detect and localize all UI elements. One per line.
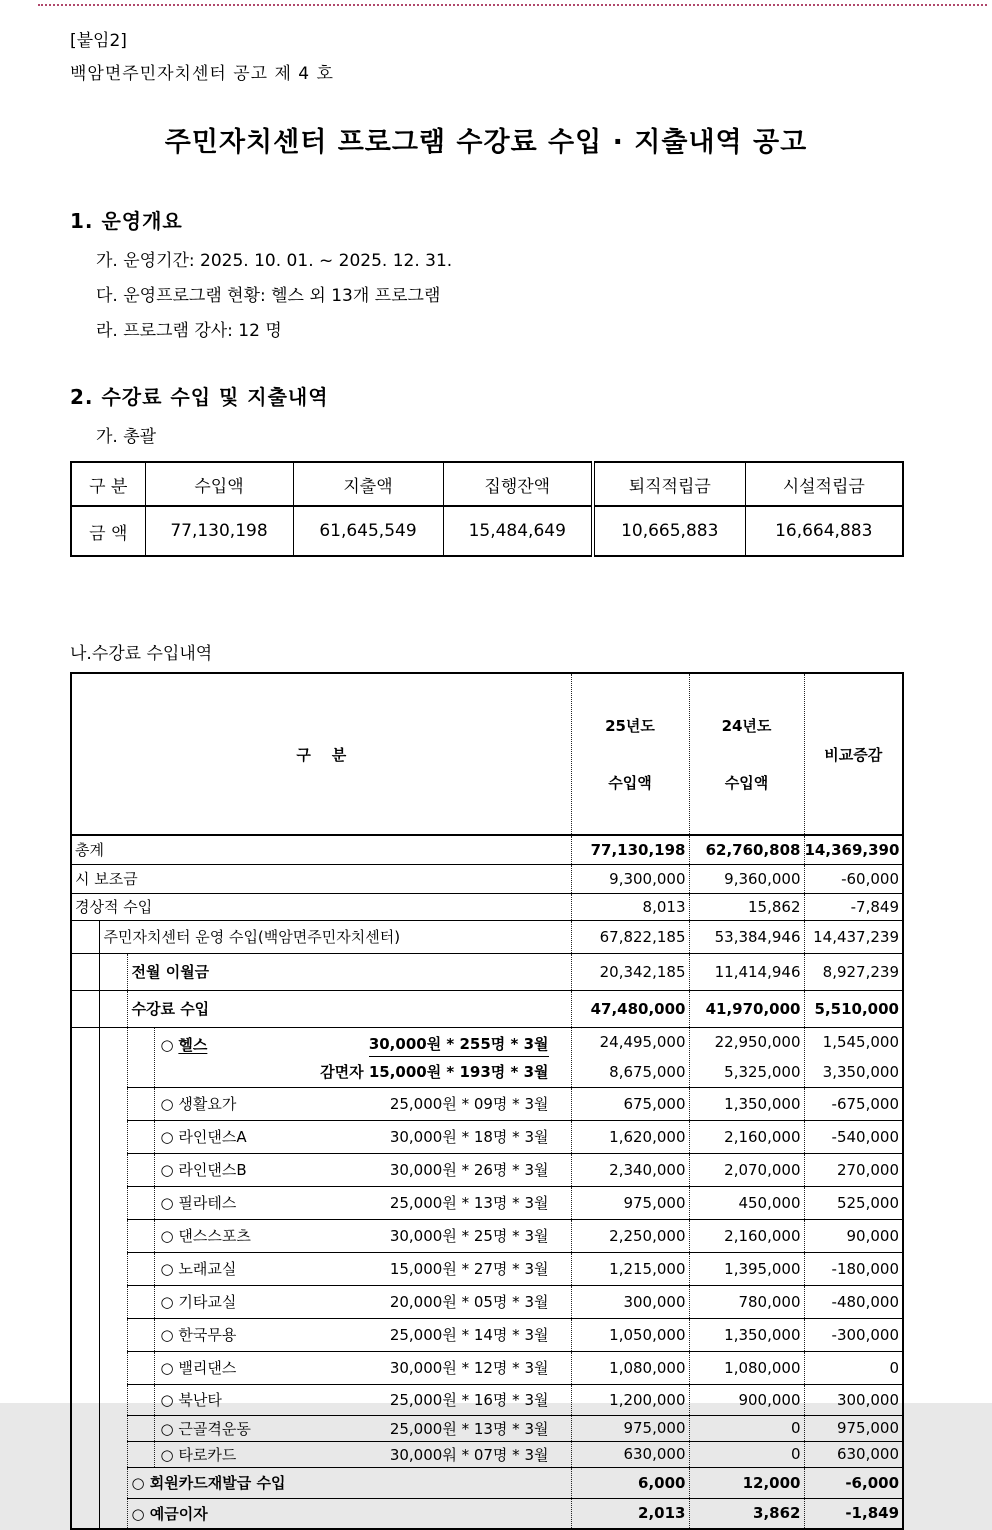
cell-diff: 300,000 — [804, 1384, 903, 1415]
indent-cell — [127, 1087, 154, 1120]
row-label-cell — [71, 835, 571, 864]
income-row — [71, 864, 903, 893]
indent-cell — [99, 1087, 127, 1120]
cell-y24-income: 53,384,946 — [689, 920, 804, 953]
income-row — [71, 990, 903, 1027]
income-header-row — [71, 673, 903, 835]
indent-cell — [71, 1087, 99, 1120]
cell-diff: 14,369,390 — [804, 835, 903, 864]
cell-y24-income: 1,080,000 — [689, 1351, 804, 1384]
top-dotted-divider — [38, 4, 987, 6]
operation-overview-list — [70, 244, 902, 349]
indent-cell — [71, 1027, 99, 1087]
cell-y24-income: 1,350,000 — [689, 1318, 804, 1351]
summary-table — [70, 461, 904, 557]
income-row — [71, 1318, 903, 1351]
cell-diff: 630,000 — [804, 1441, 903, 1467]
operation-item-instructors: 라. 프로그램 강사: 12 명 — [96, 321, 282, 341]
indent-cell — [127, 1384, 154, 1415]
cell-y25-income: 975,000 — [571, 1415, 689, 1441]
cell-y25-income: 8,013 — [571, 893, 689, 920]
summary-subheading: 가. 총괄 — [96, 427, 157, 447]
indent-cell — [71, 1351, 99, 1384]
indent-cell — [99, 1318, 127, 1351]
indent-cell — [99, 1252, 127, 1285]
cell-y25-income: 1,050,000 — [571, 1318, 689, 1351]
cell-y25-income — [571, 1027, 689, 1087]
summary-col-balance: 집행잔액 — [443, 462, 593, 506]
indent-cell — [99, 1415, 127, 1441]
income-row — [71, 920, 903, 953]
row-label-cell — [154, 1153, 571, 1186]
row-label: 주민자치센터 운영 수입(백암면주민자치센터) — [103, 928, 401, 946]
cell-diff: 90,000 — [804, 1219, 903, 1252]
indent-cell — [127, 1441, 154, 1467]
cell-y25-income: 1,215,000 — [571, 1252, 689, 1285]
income-row — [71, 1087, 903, 1120]
indent-cell — [99, 1027, 127, 1087]
cell-y24-income: 900,000 — [689, 1384, 804, 1415]
cell-y24-income: 2,070,000 — [689, 1153, 804, 1186]
income-row — [71, 1351, 903, 1384]
cell-y25-income: 2,250,000 — [571, 1219, 689, 1252]
indent-cell — [71, 1153, 99, 1186]
row-formula: 25,000원 * 16명 * 3월 — [389, 1391, 549, 1409]
cell-y24-income: 0 — [689, 1415, 804, 1441]
cell-y24-income: 3,862 — [689, 1498, 804, 1529]
operation-item-programs: 다. 운영프로그램 현황: 헬스 외 13개 프로그램 — [96, 286, 441, 306]
cell-diff: -60,000 — [804, 864, 903, 893]
cell-diff: -675,000 — [804, 1087, 903, 1120]
indent-cell — [127, 1120, 154, 1153]
summary-col-retirement-reserve: 퇴직적립금 — [593, 462, 745, 506]
cell-y24-income: 2,160,000 — [689, 1120, 804, 1153]
income-col-gubun: 구 분 — [71, 673, 571, 835]
indent-cell — [99, 1153, 127, 1186]
indent-cell — [71, 1285, 99, 1318]
indent-cell — [71, 1120, 99, 1153]
cell-value-line2: 3,350,000 — [822, 1062, 899, 1081]
cell-y24-income: 12,000 — [689, 1467, 804, 1498]
row-label: ○ 노래교실 — [160, 1260, 237, 1278]
program-name: 헬스 — [178, 1036, 208, 1054]
cell-value-line1: 24,495,000 — [599, 1032, 686, 1051]
income-col-y25-line2: 수입액 — [608, 774, 652, 792]
income-col-y24 — [689, 673, 804, 835]
cell-y25-income: 67,822,185 — [571, 920, 689, 953]
cell-y25-income: 6,000 — [571, 1467, 689, 1498]
indent-cell — [71, 1498, 99, 1529]
cell-diff: 5,510,000 — [804, 990, 903, 1027]
summary-value-income: 77,130,198 — [145, 506, 293, 556]
row-label: ○ 기타교실 — [160, 1293, 237, 1311]
row-label-cell — [154, 1120, 571, 1153]
indent-cell — [99, 1219, 127, 1252]
row-label: 전월 이월금 — [131, 963, 210, 981]
row-formula: 30,000원 * 26명 * 3월 — [389, 1161, 549, 1179]
indent-cell — [71, 1441, 99, 1467]
row-label-cell — [154, 1027, 571, 1087]
indent-cell — [71, 1384, 99, 1415]
row-label-cell — [127, 953, 571, 990]
income-row — [71, 1415, 903, 1441]
indent-cell — [71, 953, 99, 990]
cell-y24-income: 11,414,946 — [689, 953, 804, 990]
page-title: 주민자치센터 프로그램 수강료 수입 · 지출내역 공고 — [164, 127, 808, 158]
income-col-y25 — [571, 673, 689, 835]
row-label: ○ 회원카드재발급 수입 — [131, 1474, 286, 1492]
indent-cell — [99, 1351, 127, 1384]
income-row — [71, 1285, 903, 1318]
row-formula: 25,000원 * 13명 * 3월 — [389, 1194, 549, 1212]
row-label-cell — [154, 1219, 571, 1252]
row-label: 경상적 수입 — [75, 898, 153, 916]
indent-cell — [127, 1318, 154, 1351]
income-row — [71, 1467, 903, 1498]
cell-diff: -540,000 — [804, 1120, 903, 1153]
row-formula: 30,000원 * 25명 * 3월 — [389, 1227, 549, 1245]
row-label: ○ 북난타 — [160, 1391, 222, 1409]
cell-diff: 270,000 — [804, 1153, 903, 1186]
row-label-cell — [154, 1285, 571, 1318]
cell-y25-income: 9,300,000 — [571, 864, 689, 893]
cell-diff: 14,437,239 — [804, 920, 903, 953]
income-row — [71, 1384, 903, 1415]
summary-value-retirement-reserve: 10,665,883 — [593, 506, 745, 556]
section-2-heading: 2. 수강료 수입 및 지출내역 — [70, 385, 329, 409]
cell-y25-income: 630,000 — [571, 1441, 689, 1467]
cell-y24-income: 1,350,000 — [689, 1087, 804, 1120]
income-row — [71, 1498, 903, 1529]
row-label-cell — [154, 1318, 571, 1351]
income-row — [71, 953, 903, 990]
indent-cell — [99, 1441, 127, 1467]
cell-value-line1: 22,950,000 — [714, 1032, 801, 1051]
row-formula: 25,000원 * 13명 * 3월 — [389, 1419, 549, 1438]
row-formula: 30,000워 * 07명 * 3월 — [389, 1445, 549, 1464]
income-row — [71, 1153, 903, 1186]
income-subheading: 나.수강료 수입내역 — [70, 644, 213, 664]
row-label: ○ 필라테스 — [160, 1194, 237, 1212]
indent-cell — [99, 1384, 127, 1415]
cell-y24-income — [689, 1027, 804, 1087]
income-row — [71, 835, 903, 864]
cell-y24-income: 780,000 — [689, 1285, 804, 1318]
indent-cell — [99, 1285, 127, 1318]
row-label: ○ 한국무용 — [160, 1326, 237, 1344]
indent-cell — [71, 1252, 99, 1285]
cell-y25-income: 20,342,185 — [571, 953, 689, 990]
row-label: ○ 라인댄스A — [160, 1128, 247, 1146]
cell-diff: -300,000 — [804, 1318, 903, 1351]
cell-y25-income: 2,013 — [571, 1498, 689, 1529]
indent-cell — [127, 1027, 154, 1087]
indent-cell — [99, 953, 127, 990]
indent-cell — [71, 1415, 99, 1441]
cell-diff: 8,927,239 — [804, 953, 903, 990]
cell-diff: -480,000 — [804, 1285, 903, 1318]
row-label: ○ 생활요가 — [160, 1095, 237, 1113]
cell-y24-income: 9,360,000 — [689, 864, 804, 893]
cell-y25-income: 1,080,000 — [571, 1351, 689, 1384]
cell-value-line2: 5,325,000 — [724, 1062, 801, 1081]
cell-diff: -6,000 — [804, 1467, 903, 1498]
summary-col-gubun: 구 분 — [71, 462, 145, 506]
row-label: 수강료 수입 — [131, 1000, 210, 1018]
row-label: ○ 타로카드 — [160, 1445, 237, 1464]
row-bullet: ○ — [160, 1036, 174, 1054]
indent-cell — [127, 1219, 154, 1252]
summary-value-expense: 61,645,549 — [293, 506, 443, 556]
row-label: ○ 라인댄스B — [160, 1161, 247, 1179]
cell-value-line2: 8,675,000 — [609, 1062, 686, 1081]
income-row — [71, 893, 903, 920]
indent-cell — [127, 1415, 154, 1441]
attachment-label: [붙임2] — [70, 31, 127, 51]
indent-cell — [127, 1252, 154, 1285]
indent-cell — [99, 1186, 127, 1219]
income-row — [71, 1027, 903, 1087]
row-formula: 15,000원 * 27명 * 3월 — [389, 1260, 549, 1278]
income-row — [71, 1441, 903, 1467]
row-label-cell — [154, 1415, 571, 1441]
row-formula: 30,000원 * 255명 * 3월 — [369, 1033, 549, 1057]
cell-value-line1: 1,545,000 — [822, 1032, 899, 1051]
indent-cell — [127, 1186, 154, 1219]
row-label-cell — [127, 1498, 571, 1529]
indent-cell — [71, 1186, 99, 1219]
cell-y24-income: 41,970,000 — [689, 990, 804, 1027]
row-formula2: 감면자 15,000원 * 193명 * 3월 — [320, 1062, 549, 1081]
summary-value-facility-reserve: 16,664,883 — [745, 506, 903, 556]
indent-cell — [99, 1498, 127, 1529]
row-label-cell — [154, 1252, 571, 1285]
income-col-y24-line2: 수입액 — [724, 774, 769, 792]
operation-item-period: 가. 운영기간: 2025. 10. 01. ~ 2025. 12. 31. — [96, 251, 453, 271]
cell-y24-income: 62,760,808 — [689, 835, 804, 864]
indent-cell — [71, 920, 99, 953]
income-col-diff: 비교증감 — [804, 673, 903, 835]
cell-y25-income: 300,000 — [571, 1285, 689, 1318]
row-label — [161, 1034, 208, 1055]
indent-cell — [71, 990, 99, 1027]
cell-y24-income: 450,000 — [689, 1186, 804, 1219]
cell-y25-income: 675,000 — [571, 1087, 689, 1120]
row-label: ○ 근골격운동 — [160, 1419, 251, 1438]
summary-col-income: 수입액 — [145, 462, 293, 506]
row-label: ○ 밸리댄스 — [160, 1359, 237, 1377]
indent-cell — [71, 1219, 99, 1252]
cell-diff: -180,000 — [804, 1252, 903, 1285]
summary-col-expense: 지출액 — [293, 462, 443, 506]
section-1-heading: 1. 운영개요 — [70, 209, 183, 233]
indent-cell — [127, 1351, 154, 1384]
indent-cell — [71, 1467, 99, 1498]
cell-y25-income: 77,130,198 — [571, 835, 689, 864]
row-label: 시 보조금 — [75, 870, 138, 888]
row-label-cell — [154, 1441, 571, 1467]
cell-y25-income: 2,340,000 — [571, 1153, 689, 1186]
indent-cell — [127, 1153, 154, 1186]
income-row — [71, 1219, 903, 1252]
summary-header-row — [71, 462, 903, 506]
income-row — [71, 1120, 903, 1153]
row-label-cell — [154, 1087, 571, 1120]
indent-cell — [99, 1120, 127, 1153]
cell-y25-income: 975,000 — [571, 1186, 689, 1219]
income-col-y25-line1: 25년도 — [605, 717, 655, 735]
cell-y24-income: 2,160,000 — [689, 1219, 804, 1252]
notice-number: 백암면주민자치센터 공고 제 4 호 — [70, 64, 334, 84]
cell-y25-income: 1,620,000 — [571, 1120, 689, 1153]
summary-amount-row — [71, 506, 903, 556]
cell-y25-income: 47,480,000 — [571, 990, 689, 1027]
cell-diff: -1,849 — [804, 1498, 903, 1529]
row-label-cell — [71, 864, 571, 893]
indent-cell — [71, 1318, 99, 1351]
row-label-cell — [127, 1467, 571, 1498]
indent-cell — [99, 990, 127, 1027]
row-formula: 25,000원 * 09명 * 3월 — [389, 1095, 549, 1113]
row-label-cell — [154, 1351, 571, 1384]
row-label: ○ 댄스스포츠 — [160, 1227, 251, 1245]
row-formula: 30,000원 * 12명 * 3월 — [389, 1359, 549, 1377]
row-label: 총계 — [75, 841, 104, 860]
row-label: ○ 예금이자 — [131, 1504, 208, 1523]
row-formula: 25,000원 * 14명 * 3월 — [389, 1326, 549, 1344]
income-col-y24-line1: 24년도 — [721, 717, 772, 735]
cell-diff: 525,000 — [804, 1186, 903, 1219]
summary-row-label: 금 액 — [71, 506, 145, 556]
cell-y24-income: 1,395,000 — [689, 1252, 804, 1285]
cell-diff: -7,849 — [804, 893, 903, 920]
income-table — [70, 672, 904, 1530]
cell-diff — [804, 1027, 903, 1087]
row-formula: 20,000원 * 05명 * 3월 — [389, 1293, 549, 1311]
row-label-cell — [154, 1186, 571, 1219]
income-row — [71, 1252, 903, 1285]
row-label-cell — [127, 990, 571, 1027]
row-label-cell — [99, 920, 571, 953]
cell-diff: 0 — [804, 1351, 903, 1384]
summary-value-balance: 15,484,649 — [443, 506, 593, 556]
cell-y24-income: 15,862 — [689, 893, 804, 920]
cell-y25-income: 1,200,000 — [571, 1384, 689, 1415]
income-row — [71, 1186, 903, 1219]
cell-y24-income: 0 — [689, 1441, 804, 1467]
summary-col-facility-reserve: 시설적립금 — [745, 462, 903, 506]
row-label-cell — [71, 893, 571, 920]
row-formula: 30,000원 * 18명 * 3월 — [389, 1128, 549, 1146]
row-label-cell — [154, 1384, 571, 1415]
indent-cell — [127, 1285, 154, 1318]
cell-diff: 975,000 — [804, 1415, 903, 1441]
indent-cell — [99, 1467, 127, 1498]
